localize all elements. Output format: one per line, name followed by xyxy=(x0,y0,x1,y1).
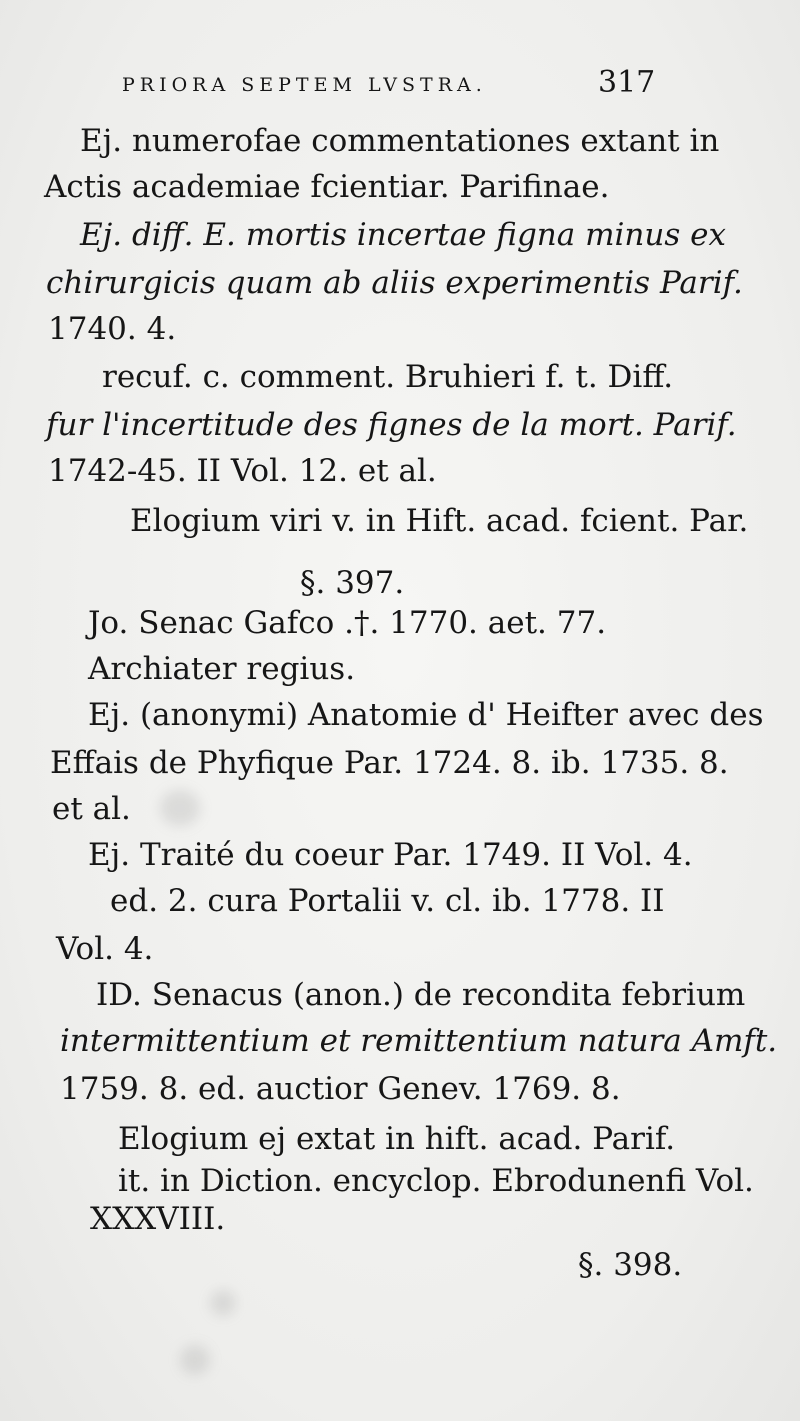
text-line: Ej. diff. E. mortis incertae figna minus ex xyxy=(80,217,726,253)
text-line: Ej. Traité du coeur Par. 1749. II Vol. 4. xyxy=(88,837,693,873)
text-line: fur l'incertitude des fignes de la mort. Parif. xyxy=(46,407,737,443)
text-line: ed. 2. cura Portalii v. cl. ib. 1778. II xyxy=(110,883,665,919)
text-line: Actis academiae fcientiar. Parifinae. xyxy=(44,169,610,205)
text-line: Archiater regius. xyxy=(88,651,356,687)
text-line: recuf. c. comment. Bruhieri f. t. Diff. xyxy=(102,359,674,395)
text-line: et al. xyxy=(52,791,131,827)
text-line: 1742-45. II Vol. 12. et al. xyxy=(48,453,437,489)
running-title: PRIORA SEPTEM LVSTRA. xyxy=(122,74,487,96)
text-line: Effais de Phyfique Par. 1724. 8. ib. 1735. 8. xyxy=(50,745,729,781)
page-stain xyxy=(160,790,200,826)
page-stain xyxy=(180,1345,210,1375)
text-line: Ej. (anonymi) Anatomie d' Heifter avec des xyxy=(88,697,764,733)
section-catchword: §. 398. xyxy=(578,1247,683,1283)
text-line: intermittentium et remittentium natura Amft. xyxy=(60,1023,778,1059)
page-number: 317 xyxy=(598,65,656,100)
text-line: Jo. Senac Gafco .†. 1770. aet. 77. xyxy=(88,605,607,641)
text-line: chirurgicis quam ab aliis experimentis Parif. xyxy=(46,265,743,301)
text-line: 1759. 8. ed. auctior Genev. 1769. 8. xyxy=(60,1071,621,1107)
text-line: ID. Senacus (anon.) de recondita febrium xyxy=(96,977,746,1013)
text-line: Vol. 4. xyxy=(56,931,154,967)
section-heading: §. 397. xyxy=(300,565,405,601)
text-line: Elogium ej extat in hift. acad. Parif. xyxy=(118,1121,676,1157)
text-line: Ej. numerofae commentationes extant in xyxy=(80,123,720,159)
text-line: XXXVIII. xyxy=(90,1201,226,1237)
text-line: 1740. 4. xyxy=(48,311,177,347)
page-stain xyxy=(210,1290,236,1316)
text-line: it. in Diction. encyclop. Ebrodunenfi Vol. xyxy=(118,1163,754,1199)
text-line: Elogium viri v. in Hift. acad. fcient. Par. xyxy=(130,503,749,539)
